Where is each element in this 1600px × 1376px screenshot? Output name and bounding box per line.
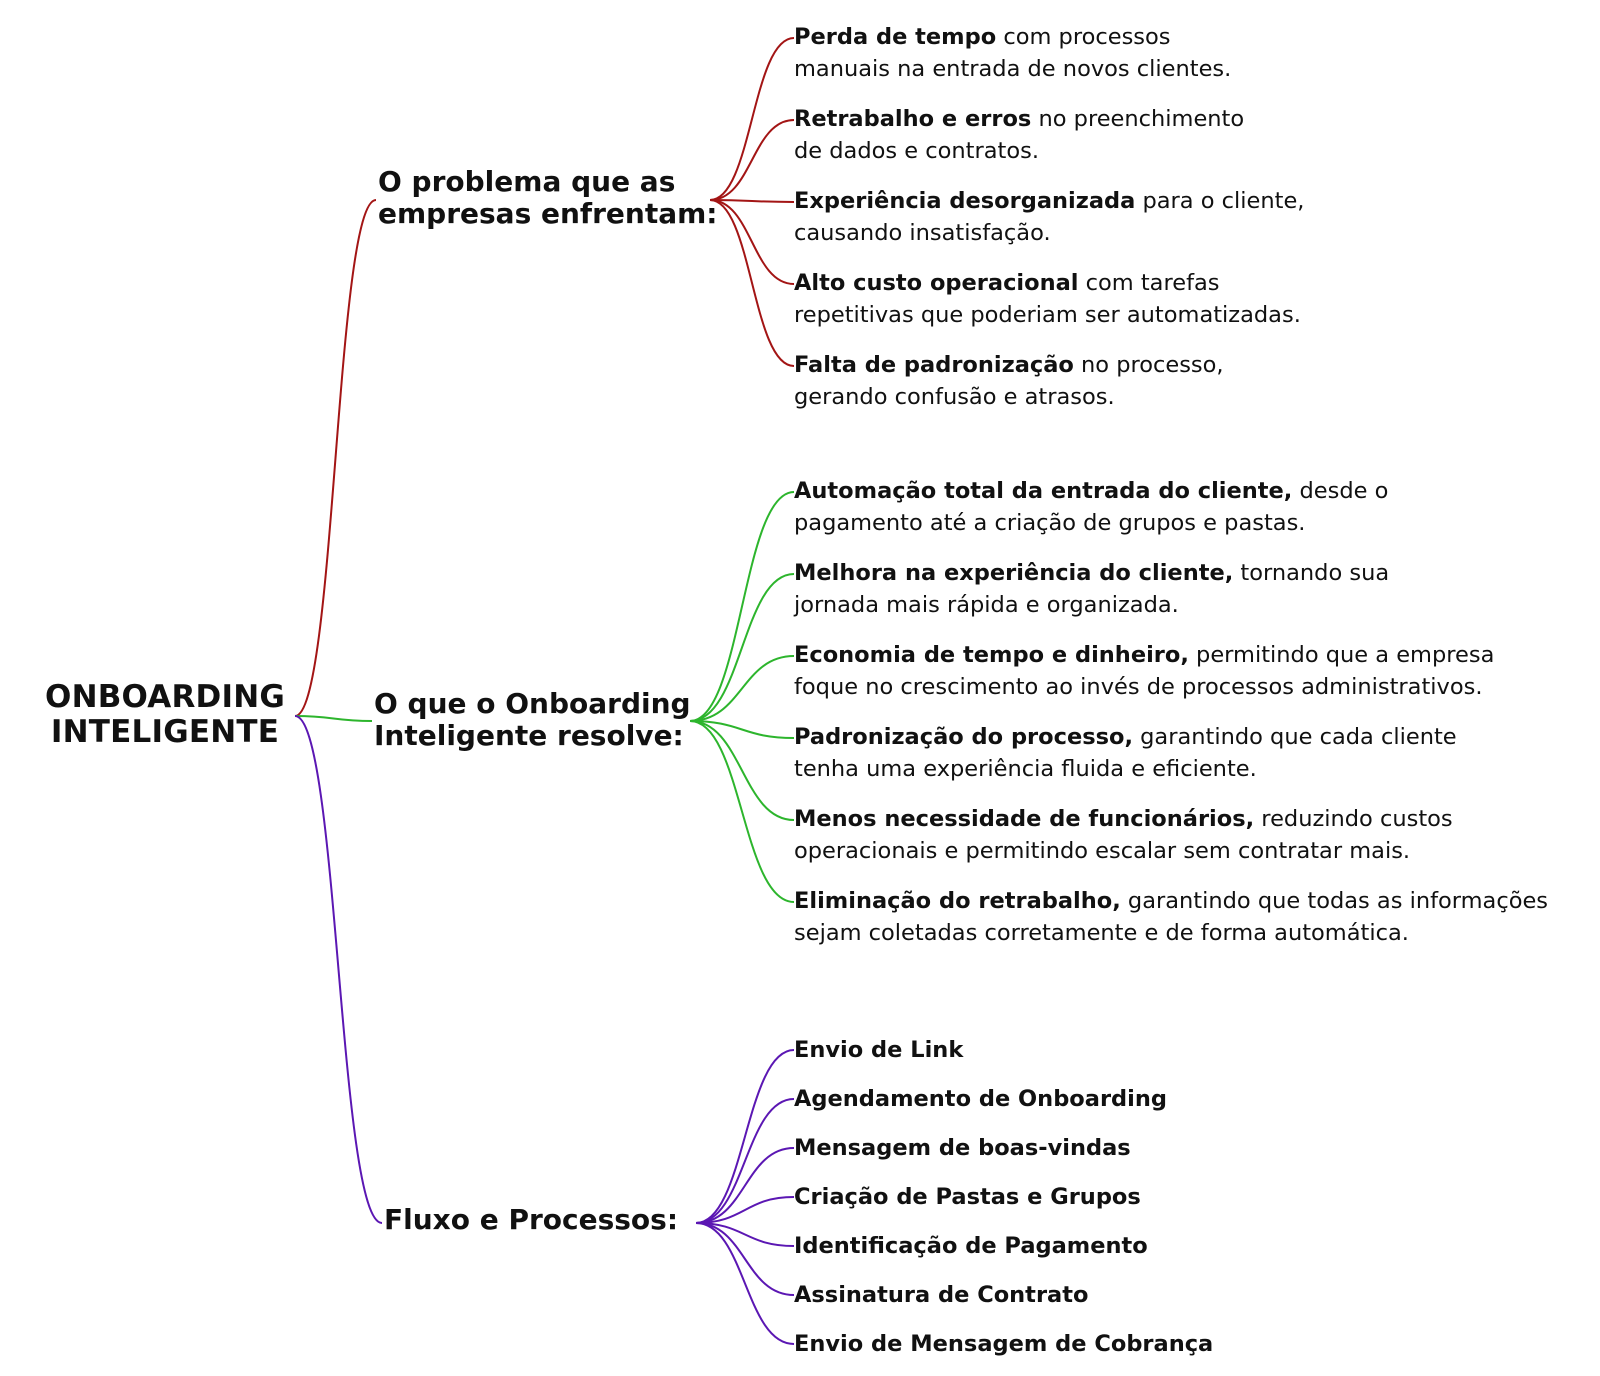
connector-solution-item	[690, 492, 794, 721]
connector-root-problems	[295, 200, 376, 716]
solution-item-bold: Economia de tempo e dinheiro,	[794, 642, 1189, 668]
solution-item	[794, 639, 1494, 703]
branch-problems	[378, 166, 717, 230]
problem-item-line2: gerando confusão e atrasos.	[794, 384, 1115, 410]
solution-item-line2: sejam coletadas corretamente e de forma automática.	[794, 920, 1409, 946]
connector-solution-item	[690, 721, 794, 902]
problem-item	[794, 267, 1301, 331]
branch-solutions	[374, 688, 691, 752]
solution-item-line2: jornada mais rápida e organizada.	[794, 592, 1179, 618]
problem-item-line2: repetitivas que poderiam ser automatizadas.	[794, 302, 1301, 328]
solution-item-line2: operacionais e permitindo escalar sem contratar mais.	[794, 838, 1411, 864]
flow-step: Assinatura de Contrato	[794, 1282, 1089, 1308]
problem-item-bold: Alto custo operacional	[794, 270, 1079, 296]
flow-step: Envio de Mensagem de Cobrança	[794, 1331, 1214, 1357]
problem-item-text: para o cliente,	[1135, 188, 1305, 214]
connector-problem-item	[710, 200, 794, 202]
flow-step: Mensagem de boas-vindas	[794, 1135, 1131, 1161]
branch-solutions-title-1: O que o Onboarding	[374, 687, 691, 720]
problem-item-text: no processo,	[1073, 352, 1224, 378]
connector-root-solutions	[295, 716, 372, 721]
flow-step: Criação de Pastas e Grupos	[794, 1184, 1141, 1210]
connector-solution-item	[690, 721, 794, 820]
connector-problem-item	[710, 38, 794, 200]
solution-item	[794, 721, 1457, 785]
branch-solutions-title-2: Inteligente resolve:	[374, 719, 684, 752]
problem-item-bold: Perda de tempo	[794, 24, 997, 50]
branch-flow	[384, 1204, 678, 1236]
problem-item-bold: Experiência desorganizada	[794, 188, 1136, 214]
problem-item	[794, 103, 1244, 167]
solution-item-bold: Automação total da entrada do cliente,	[794, 478, 1293, 504]
solution-item	[794, 803, 1453, 867]
problem-item-line2: causando insatisfação.	[794, 220, 1051, 246]
solution-item-text: desde o	[1292, 478, 1389, 504]
problem-item-line2: de dados e contratos.	[794, 138, 1039, 164]
connector-solution-item	[690, 656, 794, 721]
problem-item	[794, 185, 1304, 249]
root-node	[40, 680, 290, 750]
problem-item-text: com processos	[996, 24, 1171, 50]
connector-problem-item	[710, 200, 794, 284]
problem-item-bold: Falta de padronização	[794, 352, 1074, 378]
solution-item-text: garantindo que cada cliente	[1133, 724, 1457, 750]
connector-problem-item	[710, 200, 794, 366]
solution-item-bold: Melhora na experiência do cliente,	[794, 560, 1234, 586]
solution-item-line2: foque no crescimento ao invés de processos administrativos.	[794, 674, 1483, 700]
solution-item	[794, 885, 1548, 949]
problem-item	[794, 349, 1224, 413]
problem-item	[794, 21, 1231, 85]
problem-item-text: no preenchimento	[1031, 106, 1245, 132]
root-title-line-1: ONBOARDING	[45, 679, 285, 715]
solution-item-bold: Menos necessidade de funcionários,	[794, 806, 1255, 832]
flow-step: Envio de Link	[794, 1037, 964, 1063]
problem-item-line2: manuais na entrada de novos clientes.	[794, 56, 1232, 82]
solution-item-text: garantindo que todas as informações	[1120, 888, 1549, 914]
branch-flow-title: Fluxo e Processos:	[384, 1203, 679, 1236]
flow-step: Agendamento de Onboarding	[794, 1086, 1167, 1112]
solution-item-line2: tenha uma experiência fluida e eficiente.	[794, 756, 1257, 782]
problem-item-text: com tarefas	[1078, 270, 1220, 296]
solution-item-text: tornando sua	[1233, 560, 1390, 586]
branch-problems-title-2: empresas enfrentam:	[378, 197, 718, 230]
branch-problems-title-1: O problema que as	[378, 165, 676, 198]
solution-item-line2: pagamento até a criação de grupos e pastas.	[794, 510, 1306, 536]
solution-item-text: reduzindo custos	[1254, 806, 1453, 832]
connector-root-flow	[295, 716, 382, 1223]
solution-item-bold: Eliminação do retrabalho,	[794, 888, 1121, 914]
solution-item	[794, 557, 1389, 621]
flow-step: Identificação de Pagamento	[794, 1233, 1148, 1259]
solution-item-bold: Padronização do processo,	[794, 724, 1133, 750]
problem-item-bold: Retrabalho e erros	[794, 106, 1032, 132]
connector-flow-step	[696, 1223, 794, 1344]
solution-item-text: permitindo que a empresa	[1188, 642, 1495, 668]
root-title-line-2: INTELIGENTE	[50, 714, 280, 750]
connector-problem-item	[710, 120, 794, 200]
connector-solution-item	[690, 574, 794, 721]
connector-flow-step	[696, 1099, 794, 1223]
solution-item	[794, 475, 1388, 539]
